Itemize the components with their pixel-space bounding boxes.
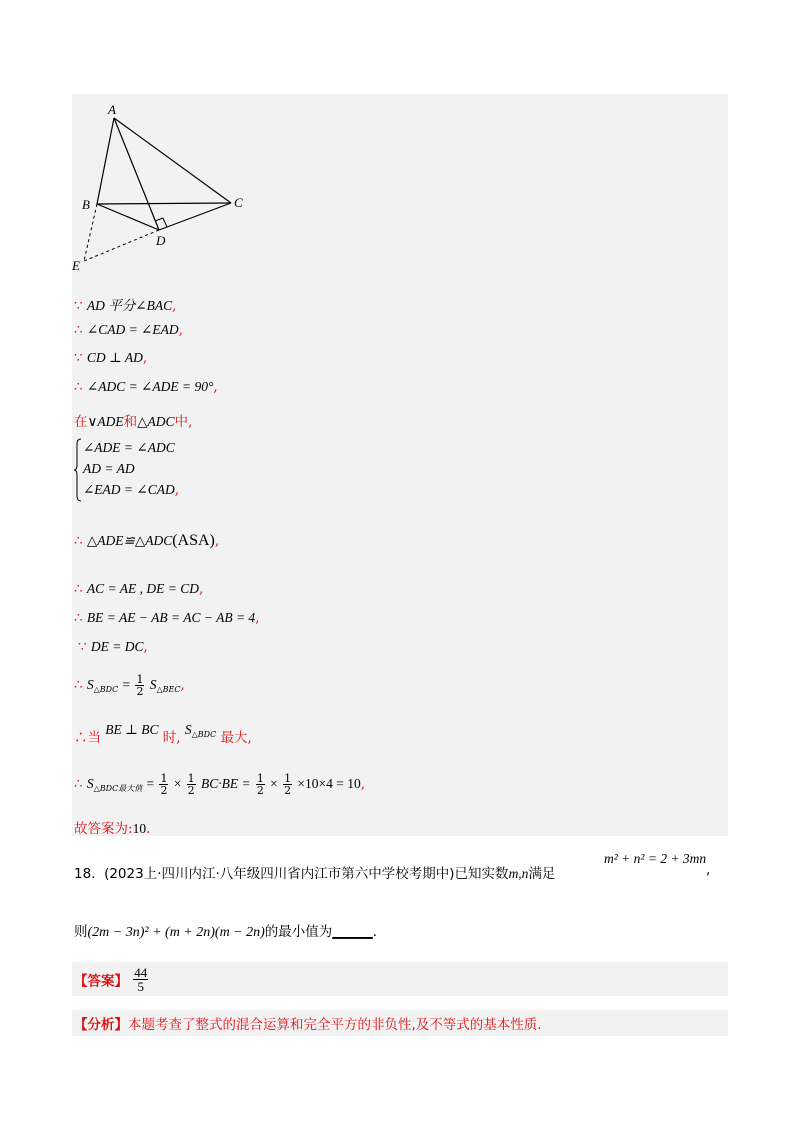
system-eq-2: AD = AD (83, 461, 135, 476)
system-brace (74, 438, 82, 502)
solution-line-12: ∴ $S_{\triangle BDC最大值}$ = $\frac{1}{2}$ × $\frac{1}{2}$ BC·BE = $\frac{1}{2}$ × $\frac{1}{2}$ ×10×4 = 10, (74, 772, 366, 797)
label-E: E (72, 258, 80, 273)
label-A: A (108, 102, 116, 117)
label-B: B (82, 197, 90, 212)
solution-line-11: ∴当 BE ⊥ BC 时, $S^{\triangle BDC}$ 最大, (74, 722, 252, 746)
solution-line-9: ∵ DE = DC, (78, 639, 148, 655)
answer-fraction: $\frac{44}{5}$ (134, 965, 148, 994)
solution-line-7: ∴ AC = AE , DE = CD, (74, 581, 204, 597)
solution-line-8: ∴ BE = AE − AB = AC − AB = 4, (74, 610, 260, 626)
solution-line-5: 在∨ADE和△ADC中, (74, 414, 193, 430)
system-eq-3: ∠EAD = ∠CAD, (83, 482, 180, 498)
solution-line-1: ∵ AD 平分∠BAC, (74, 298, 177, 314)
final-answer-line: 故答案为:10. (74, 821, 151, 837)
answer-blank[interactable]: ______ (332, 924, 373, 940)
solution-line-10: ∴ $S_{\triangle BDC}$ = $\frac{1}{2}$ $S_{\triangle BEC}$, (74, 673, 185, 698)
solution-line-3: ∵ CD ⊥ AD, (74, 350, 148, 366)
solution-line-6: ∴ △ADE≌△ADC(ASA), (74, 532, 220, 549)
system-eq-1: ∠ADE = ∠ADC (83, 440, 175, 455)
analysis-line: 【分析】本题考查了整式的混合运算和完全平方的非负性,及不等式的基本性质. (74, 1017, 542, 1033)
solution-line-2: ∴ ∠CAD = ∠EAD, (74, 322, 183, 338)
answer-line: 【答案】 $\frac{44}{5}$ (74, 965, 148, 994)
question-condition-tail: , (706, 862, 711, 878)
label-C: C (234, 195, 243, 210)
question-condition: m² + n² = 2 + 3mn (604, 851, 707, 866)
question-18-line-1: 18. (2023上·四川内江·八年级四川省内江市第六中学校考期中)已知实数m,n满足 (74, 866, 556, 882)
fraction-half: $\frac{1}{2}$ (136, 673, 144, 698)
label-D: D (156, 233, 166, 248)
geometry-figure (60, 100, 260, 275)
solution-line-4: ∴ ∠ADC = ∠ADE = 90°, (74, 379, 218, 395)
question-18-line-2: 则(2m − 3n)² + (m + 2n)(m − 2n)的最小值为______. (74, 924, 378, 940)
answer-panel (72, 962, 728, 996)
